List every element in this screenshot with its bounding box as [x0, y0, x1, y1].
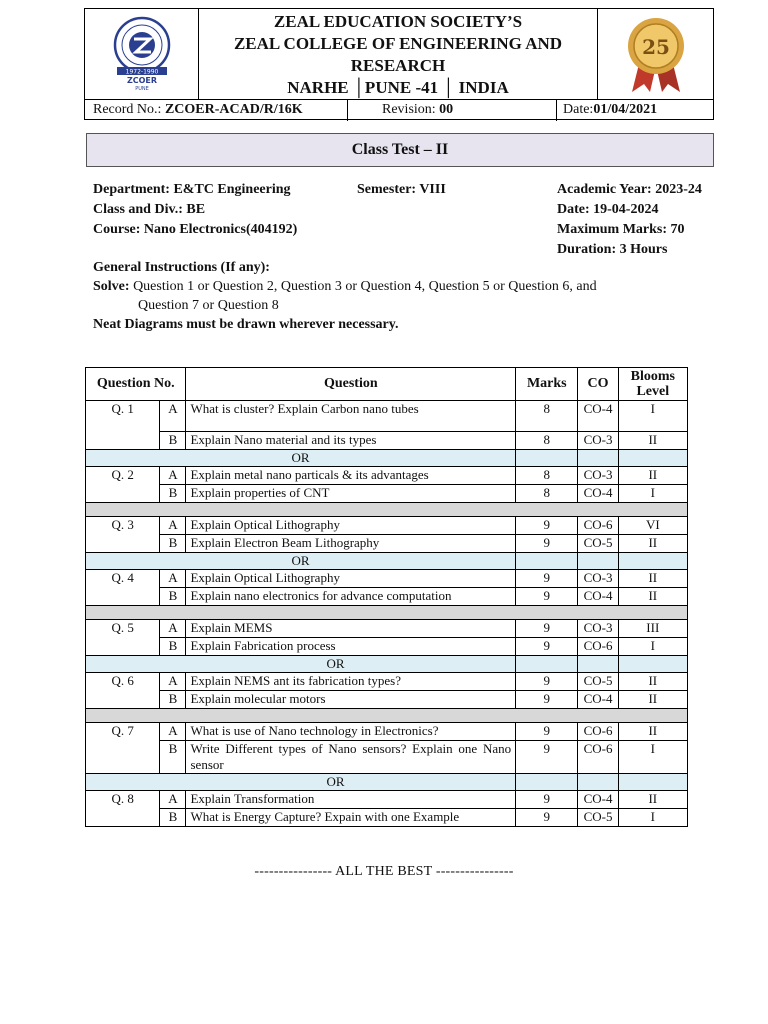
or-row: [86, 774, 688, 791]
course-outcome: CO-3: [578, 467, 618, 485]
exam-info: [557, 180, 702, 260]
semester-info: [357, 180, 446, 200]
col-co: CO: [578, 368, 618, 401]
table-row: [86, 588, 688, 606]
marks: 9: [516, 791, 578, 809]
marks: 9: [516, 809, 578, 827]
marks: 8: [516, 432, 578, 450]
sub-question: A: [160, 401, 186, 432]
marks: 9: [516, 588, 578, 606]
question-text: Explain Nano material and its types: [186, 432, 516, 450]
sub-question: A: [160, 791, 186, 809]
table-row: [86, 809, 688, 827]
or-label: OR: [86, 774, 516, 791]
blooms-level: II: [618, 535, 687, 553]
blooms-level: II: [618, 723, 687, 741]
diagram-instruction: Neat Diagrams must be drawn wherever necessary.: [93, 317, 399, 332]
course-outcome: CO-3: [578, 570, 618, 588]
blooms-level: III: [618, 620, 687, 638]
table-row: [86, 485, 688, 503]
zcoer-logo-icon: [107, 15, 177, 93]
course-outcome: CO-4: [578, 791, 618, 809]
marks: 9: [516, 638, 578, 656]
or-label: OR: [86, 553, 516, 570]
table-row: [86, 620, 688, 638]
exam-date: Date: 19-04-2024: [557, 202, 659, 217]
document-header: [84, 8, 714, 120]
course-outcome: CO-4: [578, 401, 618, 432]
question-text: Write Different types of Nano sensors? Explain one Nano sensor: [186, 741, 516, 774]
separator-row: [86, 709, 688, 723]
blooms-level: I: [618, 741, 687, 774]
table-row: [86, 570, 688, 588]
instructions-heading: General Instructions (If any):: [93, 260, 270, 275]
society-name: ZEAL EDUCATION SOCIETY’S: [273, 12, 523, 31]
duration: Duration: 3 Hours: [557, 242, 668, 257]
sub-question: B: [160, 638, 186, 656]
or-label: OR: [86, 656, 516, 673]
or-row: [86, 656, 688, 673]
blooms-level: II: [618, 673, 687, 691]
svg-text:PUNE: PUNE: [134, 86, 149, 92]
course-outcome: CO-4: [578, 588, 618, 606]
course-outcome: CO-4: [578, 485, 618, 503]
question-text: Explain molecular motors: [186, 691, 516, 709]
blooms-level: I: [618, 809, 687, 827]
silver-jubilee-medal-icon: [618, 14, 694, 94]
footer-message: ---------------- ALL THE BEST ----------------: [254, 864, 514, 879]
table-header-row: [86, 368, 688, 401]
test-title: Class Test – II: [86, 133, 714, 167]
question-text: What is use of Nano technology in Electronics?: [186, 723, 516, 741]
marks: 9: [516, 570, 578, 588]
course-outcome: CO-3: [578, 432, 618, 450]
question-text: Explain Transformation: [186, 791, 516, 809]
record-number: Record No.: ZCOER-ACAD/R/16K: [85, 100, 348, 121]
sub-question: B: [160, 432, 186, 450]
semester: Semester: VIII: [357, 182, 446, 197]
sub-question: B: [160, 588, 186, 606]
table-row: [86, 673, 688, 691]
question-number: Q. 2: [86, 467, 160, 503]
sub-question: A: [160, 467, 186, 485]
record-date: Date:01/04/2021: [563, 102, 658, 117]
marks: 9: [516, 517, 578, 535]
solve-instruction-cont: Question 7 or Question 8: [138, 298, 279, 313]
table-row: [86, 691, 688, 709]
or-label: OR: [86, 450, 516, 467]
svg-text:ZCOER: ZCOER: [126, 76, 157, 85]
blooms-level: I: [618, 485, 687, 503]
question-number: Q. 3: [86, 517, 160, 553]
course-info: [93, 180, 297, 240]
marks: 8: [516, 401, 578, 432]
question-text: Explain Optical Lithography: [186, 570, 516, 588]
college-name-cont: RESEARCH: [350, 56, 446, 75]
blooms-level: I: [618, 638, 687, 656]
marks: 8: [516, 467, 578, 485]
sub-question: B: [160, 809, 186, 827]
table-row: [86, 467, 688, 485]
table-row: [86, 791, 688, 809]
question-text: What is Energy Capture? Expain with one Example: [186, 809, 516, 827]
blooms-level: II: [618, 588, 687, 606]
department: Department: E&TC Engineering: [93, 182, 291, 197]
separator-row: [86, 503, 688, 517]
col-question: Question: [186, 368, 516, 401]
col-question-no: Question No.: [86, 368, 186, 401]
question-number: Q. 5: [86, 620, 160, 656]
course-outcome: CO-4: [578, 691, 618, 709]
question-text: Explain MEMS: [186, 620, 516, 638]
anniversary-medal: [597, 9, 713, 99]
general-instructions: [93, 258, 693, 334]
sub-question: B: [160, 485, 186, 503]
course-outcome: CO-5: [578, 809, 618, 827]
course-outcome: CO-6: [578, 638, 618, 656]
table-row: [86, 741, 688, 774]
sub-question: A: [160, 673, 186, 691]
table-row: [86, 638, 688, 656]
sub-question: A: [160, 517, 186, 535]
question-text: Explain nano electronics for advance computation: [186, 588, 516, 606]
class-division: Class and Div.: BE: [93, 202, 206, 217]
course-outcome: CO-6: [578, 517, 618, 535]
blooms-level: VI: [618, 517, 687, 535]
question-number: Q. 7: [86, 723, 160, 774]
marks: 9: [516, 620, 578, 638]
question-text: Explain Optical Lithography: [186, 517, 516, 535]
question-table: [85, 367, 688, 827]
table-row: [86, 723, 688, 741]
course-outcome: CO-5: [578, 673, 618, 691]
academic-year: Academic Year: 2023-24: [557, 182, 702, 197]
svg-text:1972-1990: 1972-1990: [125, 68, 158, 76]
record-row: [85, 99, 713, 121]
revision: Revision: 00: [348, 100, 557, 121]
marks: 9: [516, 535, 578, 553]
question-text: Explain Fabrication process: [186, 638, 516, 656]
blooms-level: II: [618, 467, 687, 485]
or-row: [86, 553, 688, 570]
or-row: [86, 450, 688, 467]
college-name: ZEAL COLLEGE OF ENGINEERING AND: [233, 34, 563, 53]
marks: 9: [516, 723, 578, 741]
blooms-level: II: [618, 432, 687, 450]
course-outcome: CO-3: [578, 620, 618, 638]
sub-question: A: [160, 620, 186, 638]
marks: 9: [516, 691, 578, 709]
course-outcome: CO-5: [578, 535, 618, 553]
table-row: [86, 535, 688, 553]
svg-text:25: 25: [641, 35, 670, 59]
college-address: NARHE │PUNE -41 │ INDIA: [287, 78, 509, 97]
question-text: Explain metal nano particals & its advantages: [186, 467, 516, 485]
col-marks: Marks: [516, 368, 578, 401]
solve-instruction: Solve: Question 1 or Question 2, Question 3 or Question 4, Question 5 or Question 6, and: [93, 279, 597, 294]
blooms-level: II: [618, 791, 687, 809]
course-outcome: CO-6: [578, 741, 618, 774]
table-row: [86, 517, 688, 535]
table-row: [86, 401, 688, 432]
blooms-level: II: [618, 691, 687, 709]
marks: 9: [516, 741, 578, 774]
question-text: What is cluster? Explain Carbon nano tubes: [186, 401, 516, 432]
question-number: Q. 6: [86, 673, 160, 709]
col-blooms: Blooms Level: [618, 368, 687, 401]
question-number: Q. 8: [86, 791, 160, 827]
question-text: Explain properties of CNT: [186, 485, 516, 503]
question-number: Q. 4: [86, 570, 160, 606]
question-text: Explain NEMS ant its fabrication types?: [186, 673, 516, 691]
sub-question: B: [160, 741, 186, 774]
marks: 8: [516, 485, 578, 503]
college-name-block: [199, 9, 597, 99]
separator-row: [86, 606, 688, 620]
sub-question: A: [160, 570, 186, 588]
marks: 9: [516, 673, 578, 691]
table-row: [86, 432, 688, 450]
course: Course: Nano Electronics(404192): [93, 222, 298, 237]
sub-question: B: [160, 535, 186, 553]
sub-question: B: [160, 691, 186, 709]
sub-question: A: [160, 723, 186, 741]
question-number: Q. 1: [86, 401, 160, 450]
blooms-level: II: [618, 570, 687, 588]
college-logo: [85, 9, 199, 99]
question-text: Explain Electron Beam Lithography: [186, 535, 516, 553]
maximum-marks: Maximum Marks: 70: [557, 222, 685, 237]
course-outcome: CO-6: [578, 723, 618, 741]
blooms-level: I: [618, 401, 687, 432]
